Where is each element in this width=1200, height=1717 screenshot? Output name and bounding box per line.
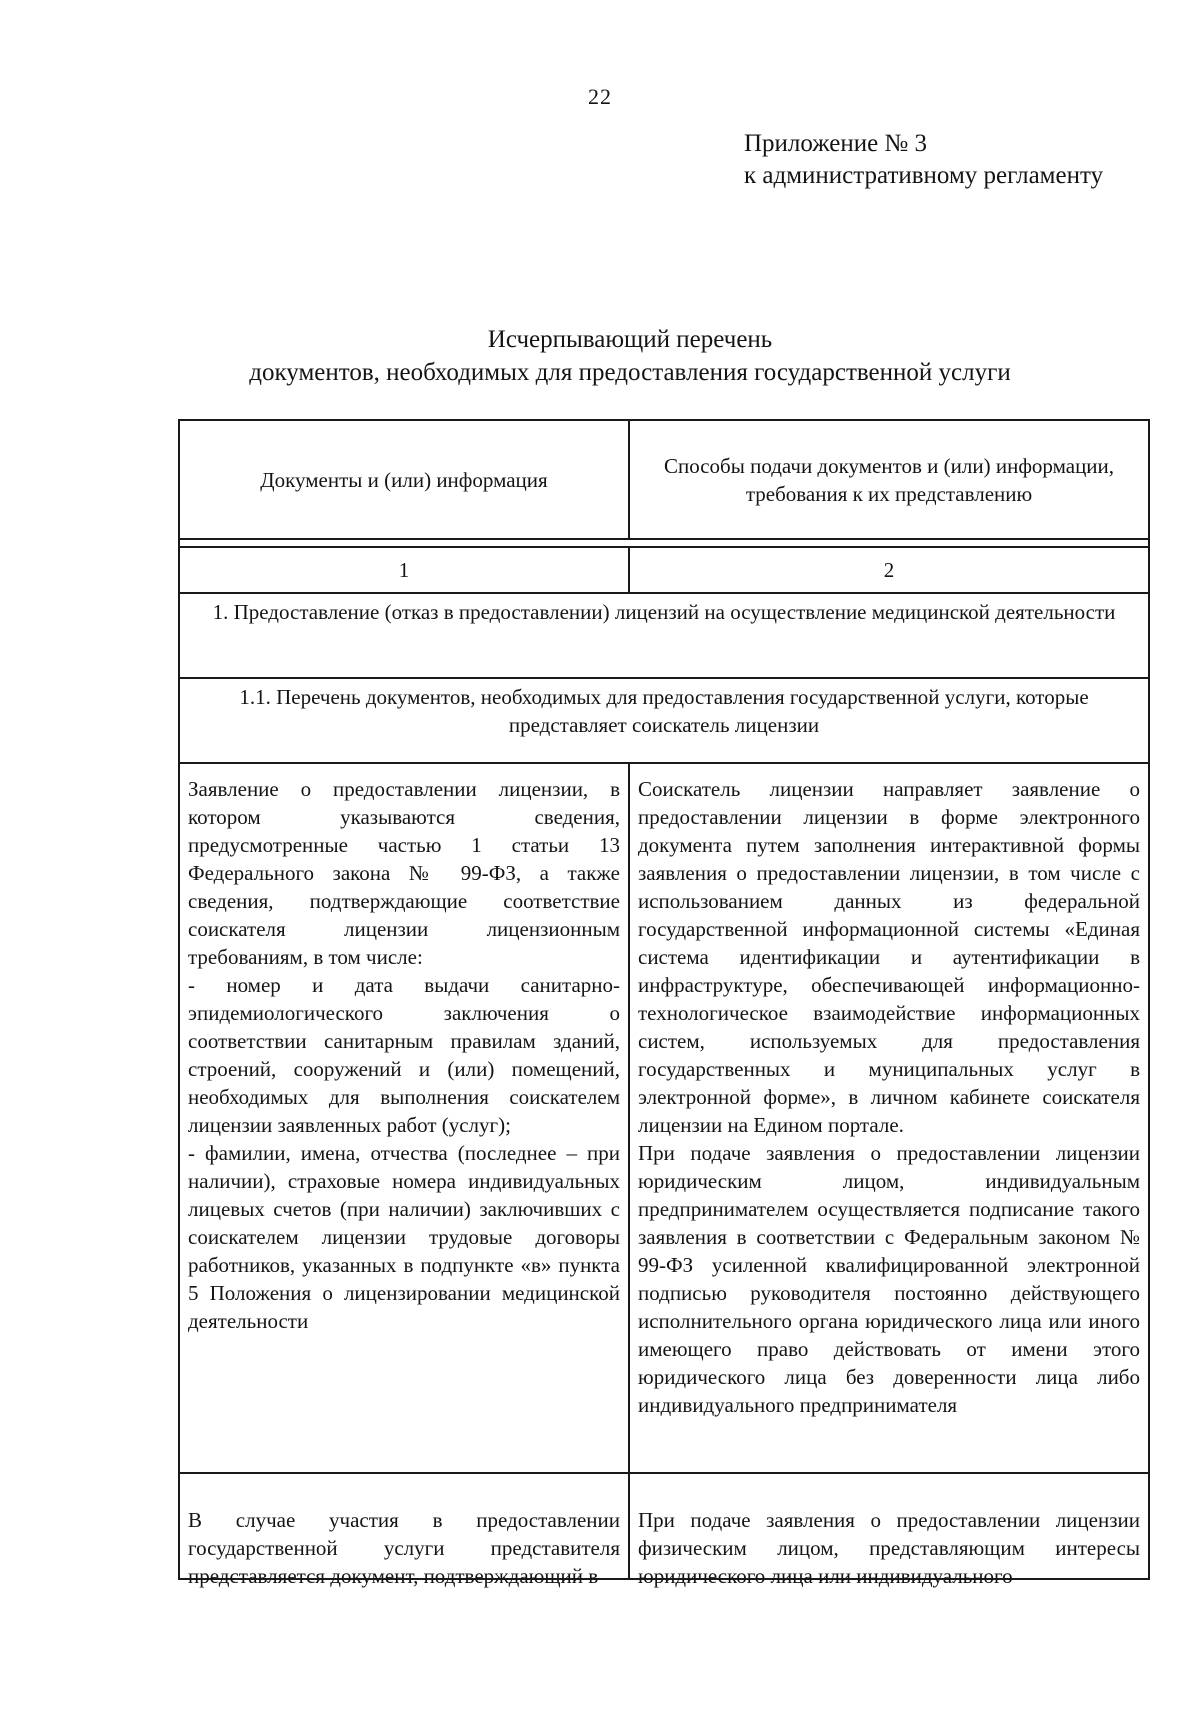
- row-1-col1-para-2: - номер и дата выдачи санитарно-эпидемиологического заключения о соответствии санитарным правилам зданий, строений, сооружений и (или) помещений, необходимых для выполнения соискателем лицензии заявленных работ (услуг);: [188, 973, 620, 1137]
- row-1-documents: [180, 764, 630, 1472]
- section-1-1-heading: 1.1. Перечень документов, необходимых для предоставления государственной услуги, которые представляет соискатель лицензии: [180, 679, 1148, 764]
- table-row: [180, 1474, 1148, 1588]
- row-1-col2-para-1: Соискатель лицензии направляет заявление о предоставлении лицензии в форме электронного документа путем заполнения интерактивной формы заявления о предоставлении лицензии, в том числе с использованием данных из федеральной государственной информационной системы «Единая система идентификации и аутентификации в инфраструктуре, обеспечивающей информационно-технологическое взаимодействие информационных систем, используемых для предоставления государственных и муниципальных услуг в электронной форме», в личном кабинете соискателя лицензии на Едином портале.: [638, 777, 1140, 1137]
- column-number-2: 2: [883, 558, 895, 582]
- column-number-row: [180, 548, 1148, 594]
- page-number: 22: [588, 84, 612, 109]
- section-1-heading: 1. Предоставление (отказ в предоставлении) лицензий на осуществление медицинской деятельности: [180, 594, 1148, 679]
- column-number-1: 1: [180, 548, 630, 592]
- appendix-line-2: к административному регламенту: [744, 162, 1104, 189]
- header-documents: Документы и (или) информация: [180, 421, 630, 538]
- table-header-row: [180, 421, 1148, 540]
- row-2-col2-para-1: При подаче заявления о предоставлении лицензии физическим лицом, представляющим интересы юридического лица или индивидуального: [638, 1508, 1140, 1588]
- row-2-documents: [180, 1474, 630, 1588]
- header-divider: [180, 540, 1148, 548]
- row-2-methods: [630, 1474, 1148, 1588]
- documents-table: [178, 419, 1150, 1588]
- row-2-col1-para-1: В случае участия в предоставлении государственной услуги представителя представляется документ, подтверждающий в: [188, 1508, 620, 1588]
- row-1-methods: [630, 764, 1148, 1472]
- title-line-2: документов, необходимых для предоставления государственной услуги: [249, 359, 1011, 386]
- appendix-line-1: Приложение № 3: [744, 130, 928, 157]
- header-submission-methods: Способы подачи документов и (или) информации, требования к их представлению: [663, 453, 1115, 506]
- row-1-col2-para-2: При подаче заявления о предоставлении лицензии юридическим лицом, индивидуальным предпринимателем осуществляется подписание такого заявления в соответствии с Федеральным законом № 99-ФЗ усиленной квалифицированной электронной подписью руководителя постоянно действующего исполнительного органа юридического лица или иного имеющего право действовать от имени этого юридического лица без доверенности лица либо индивидуального предпринимателя: [638, 1141, 1140, 1417]
- appendix-note: [744, 128, 1103, 192]
- document-title: [160, 323, 1100, 389]
- title-line-1: Исчерпывающий перечень: [487, 326, 773, 353]
- row-1-col1-para-3: - фамилии, имена, отчества (последнее – при наличии), страховые номера индивидуальных лицевых счетов (при наличии) заключивших с соискателем лицензии трудовые договоры работников, указанных в подпункте «в» пункта 5 Положения о лицензировании медицинской деятельности: [188, 1141, 620, 1333]
- row-1-col1-para-1: Заявление о предоставлении лицензии, в котором указываются сведения, предусмотренные частью 1 статьи 13 Федерального закона № 99-ФЗ, а также сведения, подтверждающие соответствие соискателя лицензии лицензионным требованиям, в том числе:: [188, 777, 620, 969]
- table-row: [180, 764, 1148, 1474]
